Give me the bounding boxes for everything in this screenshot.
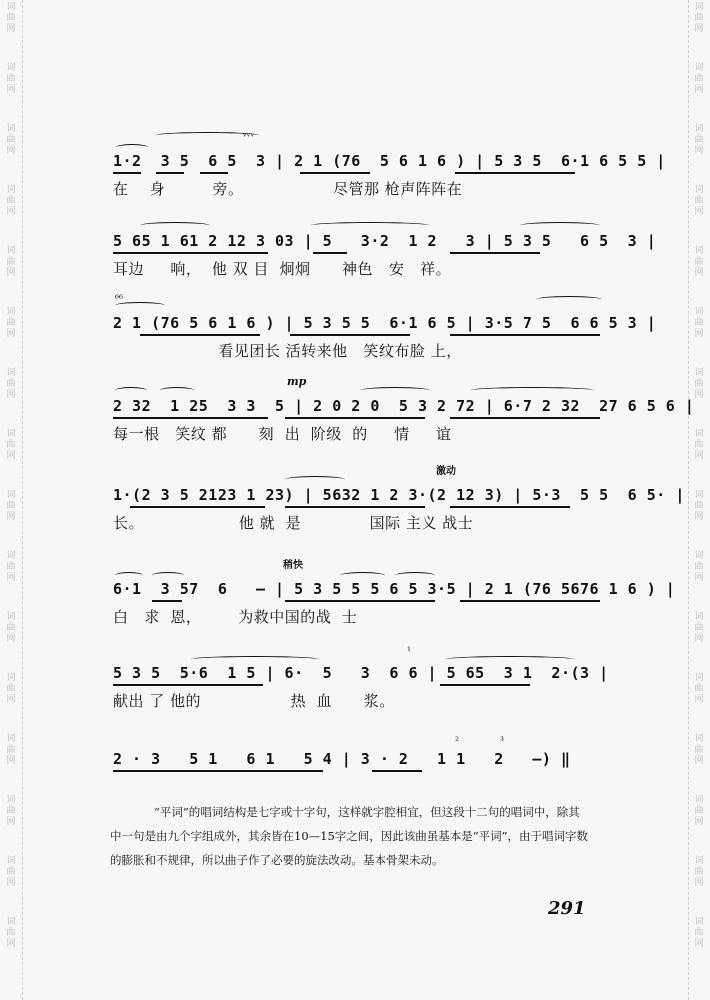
watermark-stamp: 词 曲 网 xyxy=(694,368,704,400)
watermark-stamp: 词 曲 网 xyxy=(694,429,704,461)
grace-note-mark: ⁶⁶ xyxy=(115,294,124,305)
notation-line: 1·(2 3 5 2123 1 23) | 5632 1 2 3·(2 12 3) | 5·3 5 5 6 5· | xyxy=(113,486,685,504)
notation-line: 6·1 3 57 6 — | 5 3 5 5 5 6 5 3·5 | 2 1 (76 5676 1 6 ) | xyxy=(113,580,676,598)
commentary-paragraph: “平词”的唱词结构是七字或十字句，这样就字腔相宜，但这段十二句的唱词中，除其中一句是由九个字组成外，其余皆在10—15字之间，因此该曲虽基本是“平词”，由于唱词字数的膨胀和不规律，所以曲子作了必要的旋法改动。基本骨架未动。 xyxy=(110,805,589,867)
watermark-stamp: 词 曲 网 xyxy=(6,551,16,583)
notation-line: 2 32 1 25 3 3 5 | 2 0 2 0 5 3 2 72 | 6·7 2 32 27 6 5 6 | xyxy=(113,397,695,415)
watermark-stamp: 词 曲 网 xyxy=(6,368,16,400)
grace-note-mark: ³ xyxy=(500,736,505,747)
trill-mark: ᵛᵛᵛ xyxy=(243,132,255,143)
notation-line: 5 65 1 61 2 12 3 03 | 5 3·2 1 2 3 | 5 3 5 6 5 3 | xyxy=(113,232,657,250)
watermark-stamp: 词 曲 网 xyxy=(694,551,704,583)
watermark-stamp: 词 曲 网 xyxy=(6,673,16,705)
lyric-line: 耳边 响， 他 双 目 炯炯 神色 安 祥。 xyxy=(113,260,452,278)
watermark-stamp: 词 曲 网 xyxy=(694,185,704,217)
grace-note-mark: ² xyxy=(455,736,460,747)
watermark-stamp: 词 曲 网 xyxy=(694,612,704,644)
watermark-stamp: 词 曲 网 xyxy=(694,63,704,95)
watermark-stamp: 词 曲 网 xyxy=(6,795,16,827)
watermark-stamp: 词 曲 网 xyxy=(6,307,16,339)
watermark-stamp: 词 曲 网 xyxy=(694,307,704,339)
tempo-mark: 稍快 xyxy=(283,560,303,571)
watermark-stamp: 词 曲 网 xyxy=(694,734,704,766)
notation-line: 1·2 3 5 6 5 3 | 2 1 (76 5 6 1 6 ) | 5 3 5 6·1 6 5 5 | xyxy=(113,152,666,170)
watermark-stamp: 词 曲 网 xyxy=(694,124,704,156)
watermark-stamp: 词 曲 网 xyxy=(694,795,704,827)
watermark-stamp: 词 曲 网 xyxy=(694,490,704,522)
lyric-line: 看见团长 活转来他 笑纹布脸 上， xyxy=(113,342,462,360)
grace-note-mark: ¹ xyxy=(407,646,412,657)
tempo-mark: 激动 xyxy=(436,466,456,477)
dynamic-mark: mp xyxy=(287,375,307,388)
watermark-stamp: 词 曲 网 xyxy=(6,734,16,766)
watermark-stamp: 词 曲 网 xyxy=(6,612,16,644)
watermark-stamp: 词 曲 网 xyxy=(6,2,16,34)
watermark-stamp: 词 曲 网 xyxy=(694,856,704,888)
notation-line: 5 3 5 5·6 1 5 | 6· 5 3 6 6 | 5 65 3 1 2·(3 | xyxy=(113,664,609,682)
watermark-stamp: 词 曲 网 xyxy=(6,124,16,156)
page-number: 291 xyxy=(548,898,586,919)
watermark-stamp: 词 曲 网 xyxy=(6,490,16,522)
notation-line: 2 1 (76 5 6 1 6 ) | 5 3 5 5 6·1 6 5 | 3·5 7 5 6 6 5 3 | xyxy=(113,314,657,332)
watermark-stamp: 词 曲 网 xyxy=(694,673,704,705)
watermark-stamp: 词 曲 网 xyxy=(6,63,16,95)
watermark-stamp: 词 曲 网 xyxy=(694,246,704,278)
notation-line: 2 · 3 5 1 6 1 5 4 | 3 · 2 1 1 2 —) ‖ xyxy=(113,750,571,768)
page-border-left xyxy=(22,0,23,1000)
watermark-column-left xyxy=(0,0,22,1000)
watermark-stamp: 词 曲 网 xyxy=(6,917,16,949)
lyric-line: 献出 了 他的 热 血 浆。 xyxy=(113,692,395,710)
lyric-line: 每一根 笑纹 都 刻 出 阶级 的 情 谊 xyxy=(113,425,452,443)
watermark-stamp: 词 曲 网 xyxy=(694,2,704,34)
watermark-stamp: 词 曲 网 xyxy=(694,917,704,949)
lyric-line: 长。 他 就 是 国际 主义 战士 xyxy=(113,514,474,532)
watermark-stamp: 词 曲 网 xyxy=(6,246,16,278)
page-border-right xyxy=(688,0,689,1000)
lyric-line: 白 求 恩， 为救中国的战 士 xyxy=(113,608,358,626)
watermark-column-right xyxy=(688,0,710,1000)
watermark-stamp: 词 曲 网 xyxy=(6,856,16,888)
watermark-stamp: 词 曲 网 xyxy=(6,429,16,461)
watermark-stamp: 词 曲 网 xyxy=(6,185,16,217)
lyric-line: 在 身 旁。 尽管那 枪声阵阵在 xyxy=(113,180,463,198)
